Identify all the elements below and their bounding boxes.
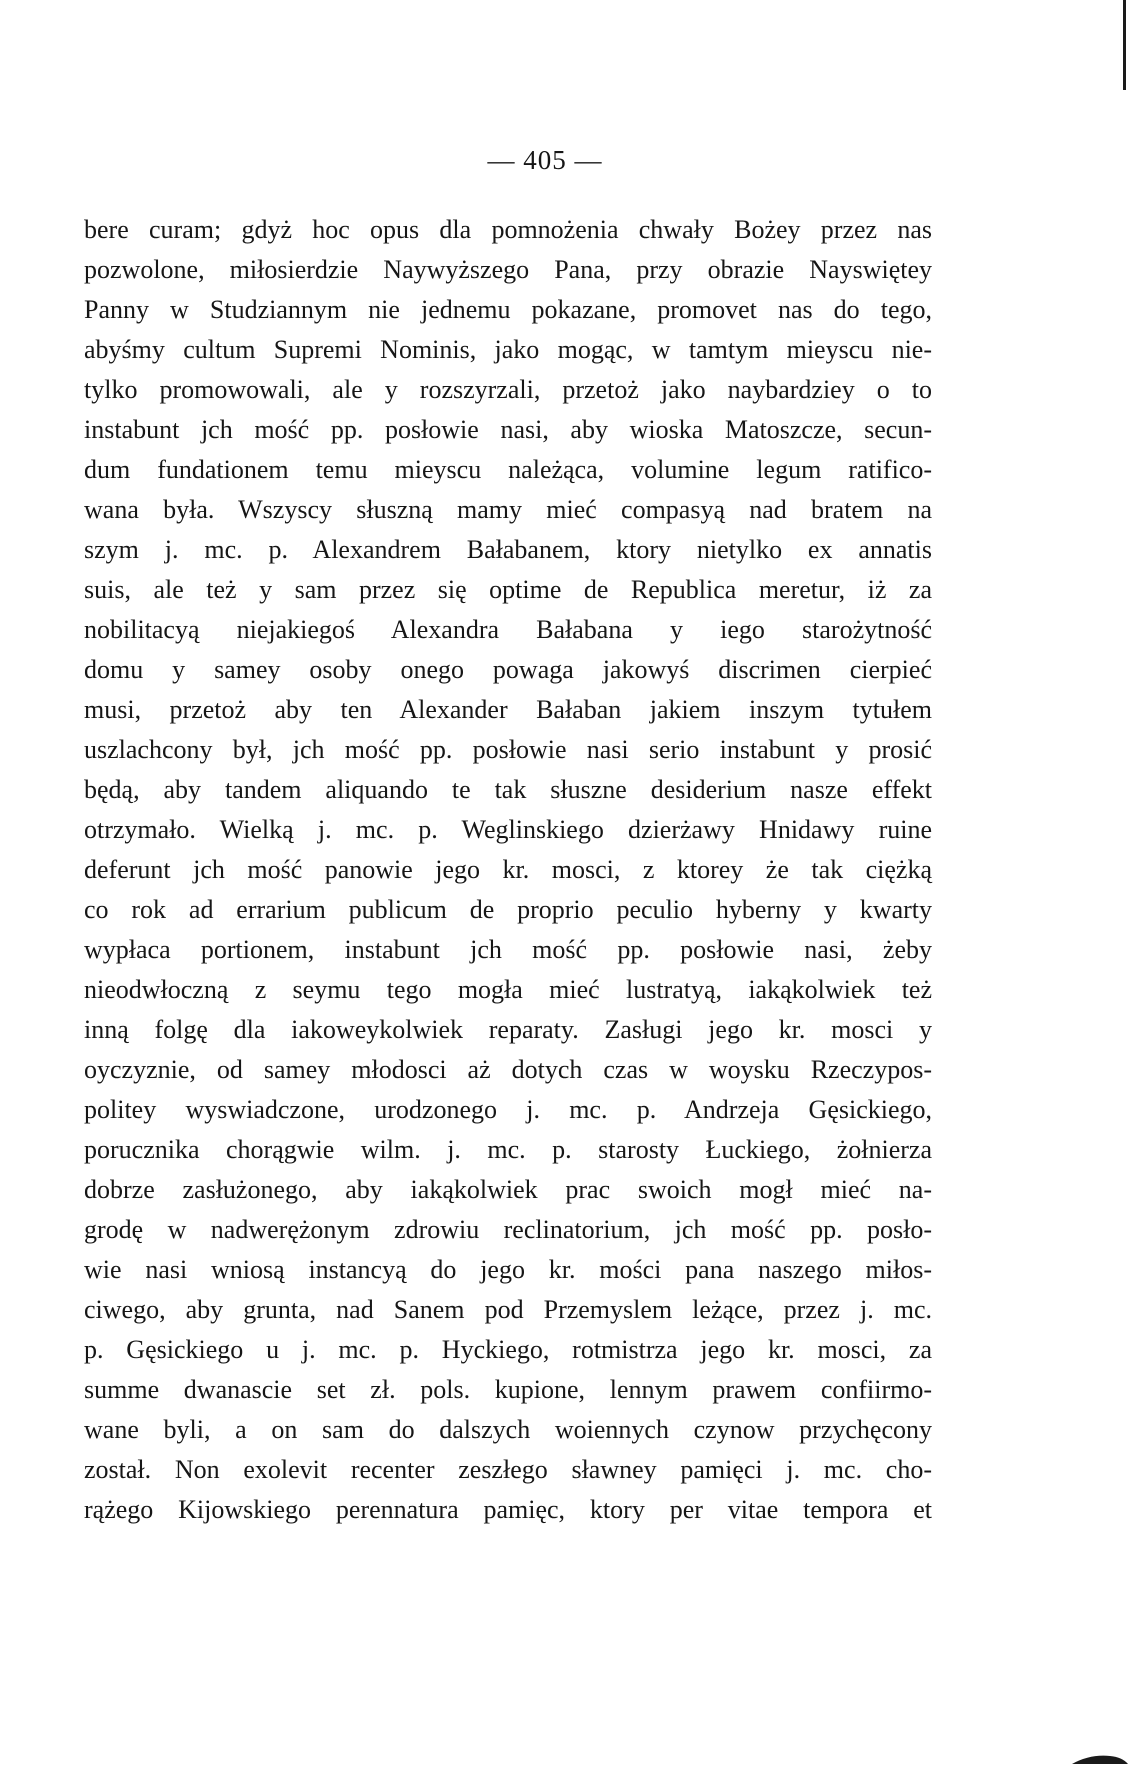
text-line: wie nasi wniosą instancyą do jego kr. mości pana naszego miłos- [84,1255,932,1284]
text-line: grodę w nadwerężonym zdrowiu reclinatorium, jch mość pp. posło- [84,1215,932,1244]
text-line: pozwolone, miłosierdzie Naywyższego Pana, przy obrazie Nayswiętey [84,255,932,284]
text-line: suis, ale też y sam przez się optime de Republica meretur, iż za [84,575,932,604]
text-line: rążego Kijowskiego perennatura pamięc, ktory per vitae tempora et [84,1495,932,1524]
text-line: ciwego, aby grunta, nad Sanem pod Przemyslem leżące, przez j. mc. [84,1295,932,1324]
text-line: dobrze zasłużonego, aby iakąkolwiek prac swoich mogł mieć na- [84,1175,932,1204]
text-line: musi, przetoż aby ten Alexander Bałaban jakiem inszym tytułem [84,695,932,724]
text-line: dum fundationem temu mieyscu należąca, volumine legum ratifico- [84,455,932,484]
scan-corner-mark [1070,1750,1130,1766]
text-line: oyczyznie, od samey młodosci aż dotych czas w woysku Rzeczypos- [84,1055,932,1084]
text-line: wane byli, a on sam do dalszych woiennych czynow przychęcony [84,1415,932,1444]
text-line: domu y samey osoby onego powaga jakowyś discrimen cierpieć [84,655,932,684]
text-line: wypłaca portionem, instabunt jch mość pp. posłowie nasi, żeby [84,935,932,964]
text-line: instabunt jch mość pp. posłowie nasi, aby wioska Matoszcze, secun- [84,415,932,444]
text-line: nobilitacyą niejakiegoś Alexandra Bałabana y iego starożytność [84,615,932,644]
text-line: summe dwanascie set zł. pols. kupione, lennym prawem confiirmo- [84,1375,932,1404]
text-line: wana była. Wszyscy słuszną mamy mieć compasyą nad bratem na [84,495,932,524]
scan-edge-mark [1123,0,1126,90]
text-line: deferunt jch mość panowie jego kr. mosci, z ktorey że tak ciężką [84,855,932,884]
text-line: tylko promowowali, ale y rozszyrzali, przetoż jako naybardziey o to [84,375,932,404]
text-line: inną folgę dla iakoweykolwiek reparaty. Zasługi jego kr. mosci y [84,1015,932,1044]
text-line: porucznika chorągwie wilm. j. mc. p. starosty Łuckiego, żołnierza [84,1135,932,1164]
text-line: uszlachcony był, jch mość pp. posłowie nasi serio instabunt y prosić [84,735,932,764]
text-line: politey wyswiadczone, urodzonego j. mc. p. Andrzeja Gęsickiego, [84,1095,932,1124]
text-line: p. Gęsickiego u j. mc. p. Hyckiego, rotmistrza jego kr. mosci, za [84,1335,932,1364]
text-line: Panny w Studziannym nie jednemu pokazane, promovet nas do tego, [84,295,932,324]
text-line: szym j. mc. p. Alexandrem Bałabanem, ktory nietylko ex annatis [84,535,932,564]
text-line: abyśmy cultum Supremi Nominis, jako mogąc, w tamtym mieyscu nie- [84,335,932,364]
text-line: będą, aby tandem aliquando te tak słuszne desiderium nasze effekt [84,775,932,804]
text-line: bere curam; gdyż hoc opus dla pomnożenia chwały Bożey przez nas [84,215,932,244]
text-line: nieodwłoczną z seymu tego mogła mieć lustratyą, iakąkolwiek też [84,975,932,1004]
body-text [84,210,932,1530]
text-line: co rok ad errarium publicum de proprio peculio hyberny y kwarty [84,895,932,924]
text-line: otrzymało. Wielką j. mc. p. Weglinskiego dzierżawy Hnidawy ruine [84,815,932,844]
page-number: — 405 — [487,145,603,175]
text-line: został. Non exolevit recenter zeszłego sławney pamięci j. mc. cho- [84,1455,932,1484]
